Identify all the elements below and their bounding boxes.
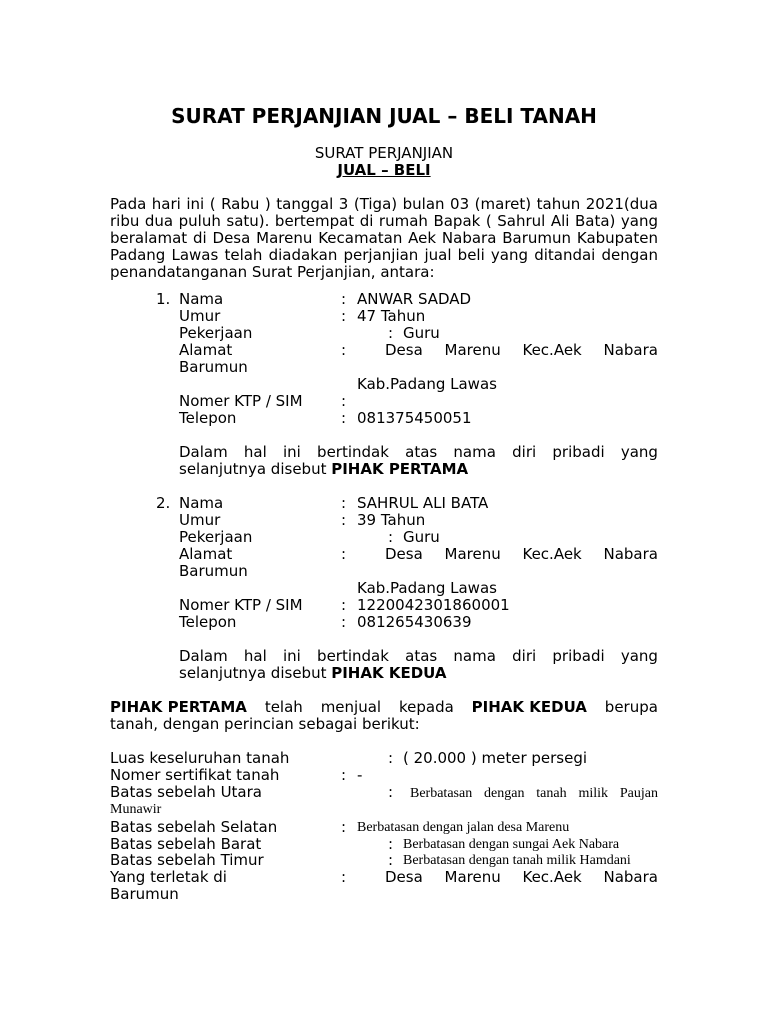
land-utara-value [410, 785, 658, 802]
party1-colon-pekerjaan: : [388, 324, 394, 342]
sale-word: telah [264, 698, 303, 716]
party1-telepon-value: 081375450051 [357, 409, 472, 427]
party2-role: PIHAK KEDUA [331, 664, 447, 682]
party2-statement-word: hal [243, 647, 267, 665]
party2-label-ktp: Nomer KTP / SIM [179, 596, 303, 614]
party1-label-alamat: Alamat [179, 341, 233, 359]
land-label-sertifikat: Nomer sertifikat tanah [110, 766, 280, 784]
party1-statement-word: diri [512, 443, 537, 461]
party2-label-pekerjaan: Pekerjaan [179, 528, 253, 546]
party2-statement-word: yang [620, 647, 658, 665]
intro-paragraph: Pada hari ini ( Rabu ) tanggal 3 (Tiga) bulan 03 (maret) tahun 2021(dua ribu dua puluh satu). bertempat di rumah Bapak ( Sahrul Ali Bata) yang beralamat di Desa Marenu Kecamatan Aek Nabara Barumun Kabupaten Padang Lawas telah diadakan perjanjian jual beli yang ditandai dengan penandatanganan Surat Perjanjian, antara: [110, 195, 658, 281]
land-selatan-value: Berbatasan dengan jalan desa Marenu [357, 820, 570, 835]
subtitle-line2 [0, 162, 768, 179]
party1-statement-word: pribadi [552, 443, 605, 461]
party2-label-umur: Umur [179, 511, 221, 529]
land-utara-wrap: Munawir [110, 802, 162, 817]
party1-alamat-word: Marenu [444, 341, 501, 359]
party2-number: 2. [156, 494, 171, 512]
party2-telepon-value: 081265430639 [357, 613, 472, 631]
party2-colon-alamat: : [341, 545, 347, 563]
land-utara-word: tanah [536, 786, 567, 801]
party1-statement-word: yang [620, 443, 658, 461]
land-luas-value: ( 20.000 ) meter persegi [403, 749, 588, 767]
party1-alamat-word: Nabara [603, 341, 658, 359]
party1-nama-value: ANWAR SADAD [357, 290, 472, 308]
party2-statement-word: bertindak [317, 647, 389, 665]
party1-label-umur: Umur [179, 307, 221, 325]
sale-role-buyer: PIHAK KEDUA [471, 698, 587, 716]
land-colon-luas: : [388, 749, 394, 767]
party1-role: PIHAK PERTAMA [331, 460, 469, 478]
party1-number: 1. [156, 290, 171, 308]
party1-colon-umur: : [341, 307, 347, 325]
sale-word: kepada [398, 698, 454, 716]
land-sertifikat-value: - [357, 766, 363, 784]
party2-ktp-value: 1220042301860001 [357, 596, 510, 614]
sale-word: berupa [604, 698, 658, 716]
land-label-utara: Batas sebelah Utara [110, 783, 262, 801]
land-colon-lokasi: : [341, 868, 347, 886]
party2-alamat-wrap: Barumun [179, 562, 248, 580]
party2-alamat-value [385, 546, 658, 563]
party1-label-telepon: Telepon [179, 409, 237, 427]
party1-statement-word: hal [243, 443, 267, 461]
sale-role-seller: PIHAK PERTAMA [110, 698, 247, 716]
land-utara-word: Berbatasan [410, 786, 473, 801]
party1-alamat-word: Kec.Aek [522, 341, 582, 359]
party1-statement-word: ini [283, 443, 301, 461]
land-colon-timur: : [388, 851, 394, 869]
party1-statement-line2 [179, 461, 468, 478]
party2-alamat-word: Kec.Aek [522, 545, 582, 563]
party1-label-pekerjaan: Pekerjaan [179, 324, 253, 342]
document-title: SURAT PERJANJIAN JUAL – BELI TANAH [171, 104, 597, 128]
party2-statement-line2 [179, 665, 446, 682]
land-lokasi-word: Desa [385, 868, 423, 886]
party2-alamat-line2: Kab.Padang Lawas [357, 579, 497, 597]
land-timur-value: Berbatasan dengan tanah milik Hamdani [403, 853, 631, 868]
subtitle-underlined: JUAL – BELI [337, 161, 431, 179]
sale-statement-line1 [110, 699, 658, 716]
party2-statement-word: nama [453, 647, 496, 665]
land-label-selatan: Batas sebelah Selatan [110, 818, 278, 836]
land-utara-word: Paujan [619, 786, 658, 801]
party2-colon-ktp: : [341, 596, 347, 614]
party2-label-telepon: Telepon [179, 613, 237, 631]
party1-statement-word: Dalam [179, 443, 228, 461]
land-lokasi-word: Nabara [603, 868, 658, 886]
party2-statement-word: atas [405, 647, 438, 665]
party2-statement-word: diri [512, 647, 537, 665]
party1-alamat-line2: Kab.Padang Lawas [357, 375, 497, 393]
party1-colon-telepon: : [341, 409, 347, 427]
land-label-luas: Luas keseluruhan tanah [110, 749, 290, 767]
land-lokasi-wrap: Barumun [110, 885, 179, 903]
party1-statement-prefix: selanjutnya disebut [179, 460, 332, 478]
land-colon-selatan: : [341, 818, 347, 836]
land-colon-sertifikat: : [341, 766, 347, 784]
party1-colon-alamat: : [341, 341, 347, 359]
land-barat-value: Berbatasan dengan sungai Aek Nabara [403, 837, 620, 852]
party1-colon-ktp: : [341, 392, 347, 410]
land-label-barat: Batas sebelah Barat [110, 835, 262, 853]
party1-umur-value: 47 Tahun [357, 307, 426, 325]
party2-alamat-word: Desa [385, 545, 423, 563]
party2-colon-telepon: : [341, 613, 347, 631]
party2-colon-nama: : [341, 494, 347, 512]
party1-statement-word: bertindak [317, 443, 389, 461]
party2-umur-value: 39 Tahun [357, 511, 426, 529]
party2-colon-pekerjaan: : [388, 528, 394, 546]
land-lokasi-word: Marenu [444, 868, 501, 886]
party2-statement-word: ini [283, 647, 301, 665]
land-colon-utara: : [388, 783, 394, 801]
land-lokasi-value [385, 869, 658, 886]
land-utara-word: milik [578, 786, 609, 801]
party1-pekerjaan-value: Guru [403, 324, 440, 342]
party1-label-ktp: Nomer KTP / SIM [179, 392, 303, 410]
party2-statement-line1 [179, 648, 658, 665]
land-lokasi-word: Kec.Aek [522, 868, 582, 886]
party1-statement-line1 [179, 444, 658, 461]
subtitle-line1: SURAT PERJANJIAN [314, 144, 454, 162]
land-utara-word: dengan [484, 786, 525, 801]
party2-statement-prefix: selanjutnya disebut [179, 664, 332, 682]
party2-label-alamat: Alamat [179, 545, 233, 563]
party1-alamat-value [385, 342, 658, 359]
party1-statement-word: atas [405, 443, 438, 461]
land-label-timur: Batas sebelah Timur [110, 851, 264, 869]
party1-label-nama: Nama [179, 290, 224, 308]
party2-nama-value: SAHRUL ALI BATA [357, 494, 489, 512]
party2-alamat-word: Nabara [603, 545, 658, 563]
party2-label-nama: Nama [179, 494, 224, 512]
party2-colon-umur: : [341, 511, 347, 529]
party1-alamat-wrap: Barumun [179, 358, 248, 376]
party2-statement-word: Dalam [179, 647, 228, 665]
party2-pekerjaan-value: Guru [403, 528, 440, 546]
party2-alamat-word: Marenu [444, 545, 501, 563]
party2-statement-word: pribadi [552, 647, 605, 665]
sale-statement-line2: tanah, dengan perincian sebagai berikut: [110, 715, 420, 733]
party1-colon-nama: : [341, 290, 347, 308]
sale-word: menjual [320, 698, 382, 716]
land-colon-barat: : [388, 835, 394, 853]
party1-statement-word: nama [453, 443, 496, 461]
land-label-lokasi: Yang terletak di [110, 868, 227, 886]
party1-alamat-word: Desa [385, 341, 423, 359]
